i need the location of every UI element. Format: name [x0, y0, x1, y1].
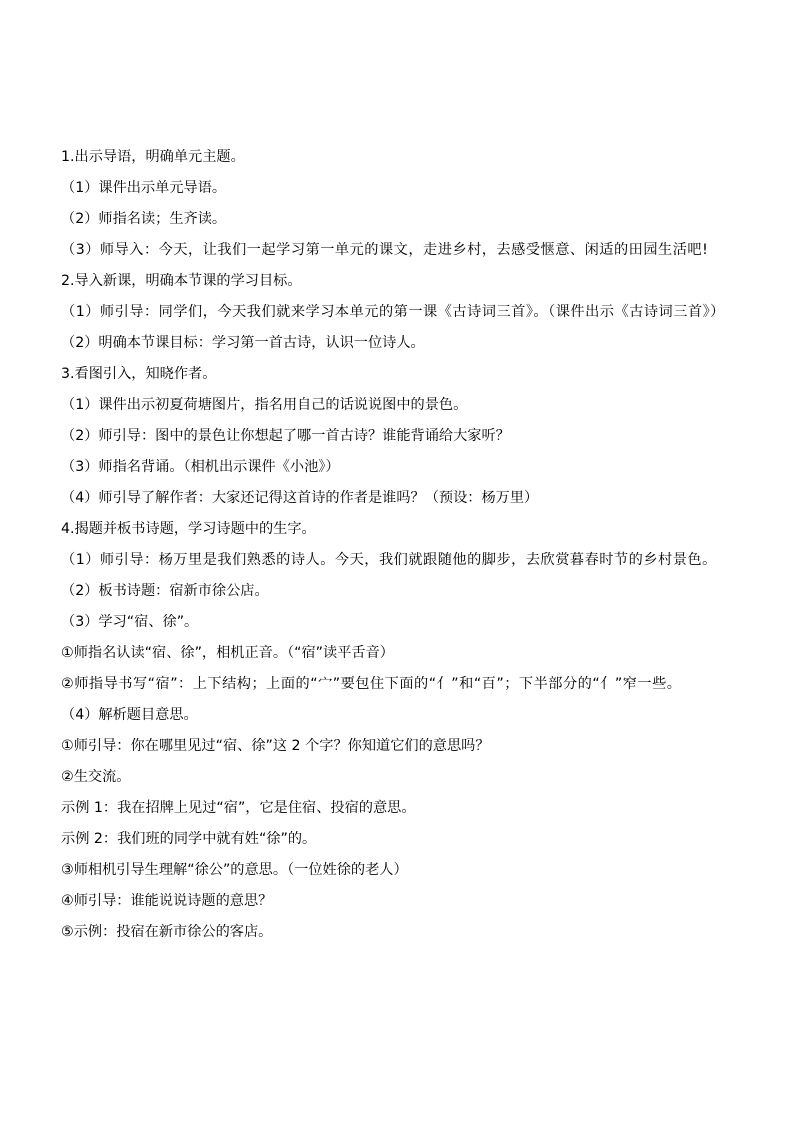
paragraph-step-4-item-3-sub-2: ②师指导书写“宿”：上下结构；上面的“宀”要包住下面的“亻”和“百”；下半部分的“亻”窄一些。 — [61, 676, 682, 692]
paragraph-step-4-item-4-sub-3: ③师相机引导生理解“徐公”的意思。（一位姓徐的老人） — [61, 862, 408, 878]
paragraph-step-3-item-3: （3）师指名背诵。（相机出示课件《小池》） — [61, 459, 340, 475]
paragraph-step-1-item-2: （2）师指名读；生齐读。 — [61, 211, 227, 227]
paragraph-step-3-item-1: （1）课件出示初夏荷塘图片，指名用自己的话说说图中的景色。 — [61, 397, 468, 413]
document-body — [30, 142, 762, 948]
paragraph-step-4-item-2: （2）板书诗题：宿新市徐公店。 — [61, 583, 269, 599]
paragraph-step-4-item-4-sub-5: ⑤示例：投宿在新市徐公的客店。 — [61, 924, 273, 940]
paragraph-step-3-item-4: （4）师引导了解作者：大家还记得这首诗的作者是谁吗？（预设：杨万里） — [61, 490, 539, 506]
paragraph-step-2-item-2: （2）明确本节课目标：学习第一首古诗，认识一位诗人。 — [61, 335, 425, 351]
paragraph-step-4-heading: 4.揭题并板书诗题，学习诗题中的生字。 — [61, 521, 316, 537]
paragraph-example-2: 示例 2：我们班的同学中就有姓“徐”的。 — [61, 831, 317, 847]
paragraph-step-4-item-3: （3）学习“宿、徐”。 — [61, 614, 199, 630]
paragraph-step-1-heading: 1.出示导语，明确单元主题。 — [61, 149, 245, 165]
paragraph-step-3-heading: 3.看图引入，知晓作者。 — [61, 366, 217, 382]
paragraph-step-4-item-3-sub-1: ①师指名认读“宿、徐”，相机正音。（“宿”读平舌音） — [61, 645, 394, 661]
paragraph-example-1: 示例 1：我在招牌上见过“宿”，它是住宿、投宿的意思。 — [61, 800, 416, 816]
paragraph-step-1-item-1: （1）课件出示单元导语。 — [61, 180, 227, 196]
paragraph-step-2-item-1: （1）师引导：同学们，今天我们就来学习本单元的第一课《古诗词三首》。（课件出示《古诗词三首》） — [61, 304, 725, 320]
paragraph-step-2-heading: 2.导入新课，明确本节课的学习目标。 — [61, 273, 302, 289]
paragraph-step-4-item-4-sub-4: ④师引导：谁能说说诗题的意思？ — [61, 893, 273, 909]
paragraph-step-4-item-1: （1）师引导：杨万里是我们熟悉的诗人。今天，我们就跟随他的脚步，去欣赏暮春时节的乡村景色。 — [61, 552, 717, 568]
paragraph-step-4-item-4-sub-1: ①师引导：你在哪里见过“宿、徐”这 2 个字？你知道它们的意思吗？ — [61, 738, 490, 754]
paragraph-step-3-item-2: （2）师引导：图中的景色让你想起了哪一首古诗？谁能背诵给大家听？ — [61, 428, 510, 444]
paragraph-step-1-item-3: （3）师导入：今天，让我们一起学习第一单元的课文，走进乡村，去感受惬意、闲适的田园生活吧! — [61, 242, 709, 258]
paragraph-step-4-item-4-sub-2: ②生交流。 — [61, 769, 131, 785]
paragraph-step-4-item-4: （4）解析题目意思。 — [61, 707, 198, 723]
